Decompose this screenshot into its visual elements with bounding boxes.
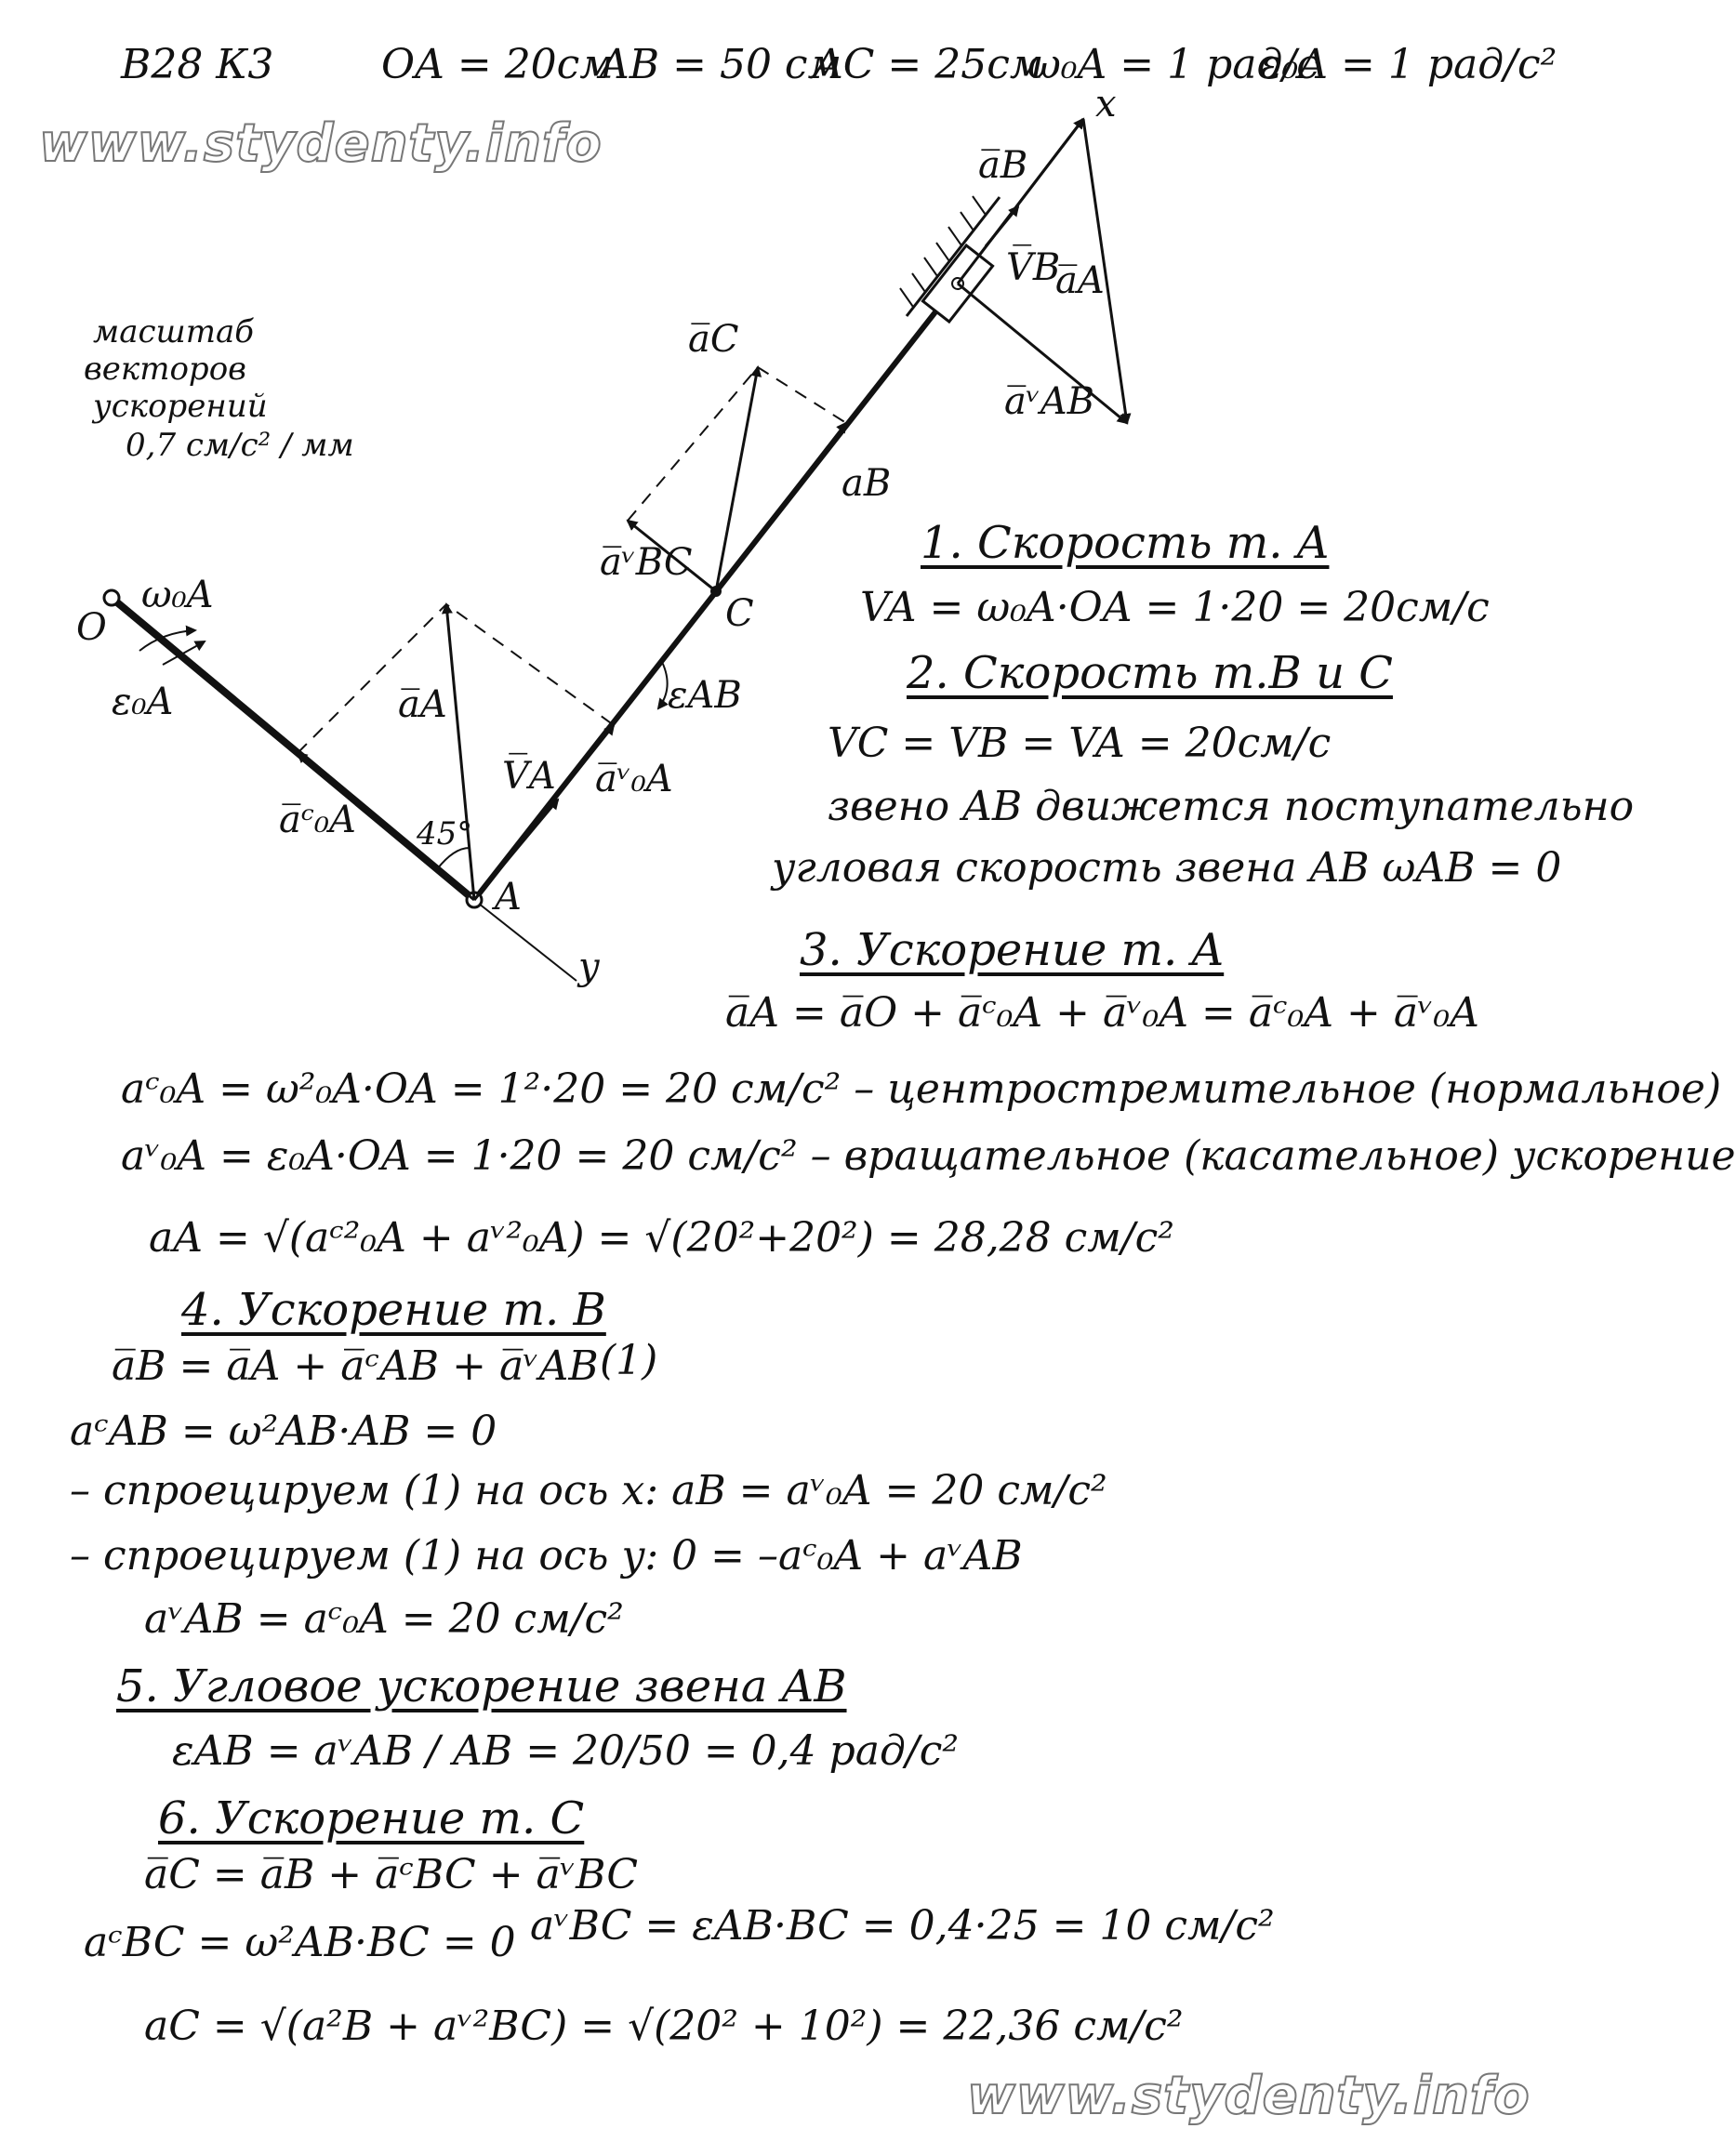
vec-a-oa-t — [474, 725, 614, 900]
eps-ab-arrow — [658, 662, 668, 708]
given-omega: ω₀A = 1 рад/с — [1027, 41, 1319, 88]
label-vec-a-oa-t: a̅ᵛ₀A — [595, 758, 673, 800]
vec-a-c — [716, 367, 758, 591]
variant-label: В28 К3 — [121, 41, 274, 88]
label-vec-v-a: V̅A — [502, 755, 556, 798]
watermark-bottom: www.stydenty.info — [967, 2066, 1531, 2126]
label-y: y — [578, 945, 600, 988]
given-epsilon: ε₀A = 1 рад/с² — [1260, 41, 1557, 88]
label-eps-ab: εAB — [668, 674, 742, 717]
scale-note-line2: векторов — [84, 350, 246, 388]
section-1-equation: VA = ω₀A·OA = 1·20 = 20см/с — [860, 584, 1490, 631]
label-vec-a-a-top: a̅A — [1055, 259, 1105, 302]
section-2-title: 2. Скорость т.B и C — [907, 647, 1393, 699]
section-4-title: 4. Ускорение т. B — [181, 1284, 606, 1336]
section-4-equation: a̅B = a̅A + a̅ᶜAB + a̅ᵛAB — [112, 1342, 599, 1390]
given-ac: AC = 25см — [814, 41, 1044, 88]
label-angle: 45° — [417, 815, 473, 853]
label-omega-oa: ω₀A — [141, 574, 214, 616]
label-vec-a-bc-t: a̅ᵛBC — [600, 541, 693, 584]
section-6-title: 6. Ускорение т. C — [158, 1792, 585, 1844]
section-4-line-2: – спроецируем (1) на ось x: aB = aᵛ₀A = 20 см/с² — [70, 1467, 1107, 1514]
section-6-line-1: aᶜBC = ω²AB·BC = 0 — [84, 1919, 516, 1966]
label-vec-a-oa-n: a̅ᶜ₀A — [279, 799, 356, 841]
section-3-line-2: aᵛ₀A = ε₀A·OA = 1·20 = 20 см/с² – вращательное (касательное) ускорение — [121, 1132, 1736, 1180]
section-6-equation: a̅C = a̅B + a̅ᶜBC + a̅ᵛBC — [144, 1851, 638, 1898]
joint-o — [104, 590, 119, 605]
label-o: O — [76, 606, 107, 649]
label-vec-a-c: a̅C — [688, 318, 739, 361]
section-4-line-3: – спроецируем (1) на ось y: 0 = –aᶜ₀A + aᵛAB — [70, 1532, 1023, 1580]
label-vec-a-a: a̅A — [398, 683, 447, 726]
section-3-line-1: aᶜ₀A = ω²₀A·OA = 1²·20 = 20 см/с² – центростремительное (нормальное) — [121, 1065, 1722, 1113]
label-a-b-mid: aB — [841, 462, 892, 505]
axis-y — [474, 900, 576, 981]
label-vec-a-ab-t: a̅ᵛAB — [1004, 380, 1095, 423]
vec-a-b-mid — [716, 423, 846, 591]
label-vec-a-b-top: a̅B — [978, 144, 1028, 187]
section-4-line-1: aᶜAB = ω²AB·AB = 0 — [70, 1408, 497, 1455]
vec-v-b — [986, 206, 1018, 246]
section-4-line-4: aᵛAB = aᶜ₀A = 20 см/с² — [144, 1595, 624, 1643]
section-6-line-3: aC = √(a²B + aᵛ²BC) = √(20² + 10²) = 22,36 см/с² — [144, 2003, 1184, 2050]
scale-note-line1: масштаб — [93, 313, 254, 350]
section-2-text-2: угловая скорость звена AB ωAB = 0 — [772, 844, 1562, 892]
label-eps-oa: ε₀A — [112, 681, 174, 723]
dash-a-c — [628, 367, 846, 521]
label-x: x — [1095, 83, 1117, 126]
section-2-text-1: звено AB движется поступательно — [828, 783, 1635, 830]
given-oa: OA = 20см — [381, 41, 614, 88]
section-5-title: 5. Угловое ускорение звена AB — [116, 1660, 847, 1712]
scale-note-line3: ускорений — [93, 388, 268, 425]
label-a: A — [495, 876, 522, 919]
section-3-title: 3. Ускорение т. A — [800, 924, 1225, 976]
dash-a-a — [298, 604, 614, 753]
label-vec-v-b: V̅B — [1006, 246, 1061, 289]
watermark-top: www.stydenty.info — [39, 113, 603, 174]
label-c: C — [725, 592, 754, 635]
given-ab: AB = 50 см — [600, 41, 842, 88]
scale-note-line4: 0,7 см/с² / мм — [126, 427, 354, 464]
section-6-line-2: aᵛBC = εAB·BC = 0,4·25 = 10 см/с² — [530, 1902, 1275, 1950]
section-5-equation: εAB = aᵛAB / AB = 20/50 = 0,4 рад/с² — [172, 1727, 960, 1775]
section-3-equation: a̅A = a̅O + a̅ᶜ₀A + a̅ᵛ₀A = a̅ᶜ₀A + a̅ᵛ₀A — [725, 989, 1479, 1037]
section-1-title: 1. Скорость т. A — [921, 517, 1330, 569]
section-2-equation: VC = VB = VA = 20см/с — [828, 720, 1332, 767]
section-3-line-3: aA = √(aᶜ²₀A + aᵛ²₀A) = √(20²+20²) = 28,28 см/с² — [149, 1214, 1174, 1262]
section-4-equation-number: (1) — [600, 1337, 658, 1384]
